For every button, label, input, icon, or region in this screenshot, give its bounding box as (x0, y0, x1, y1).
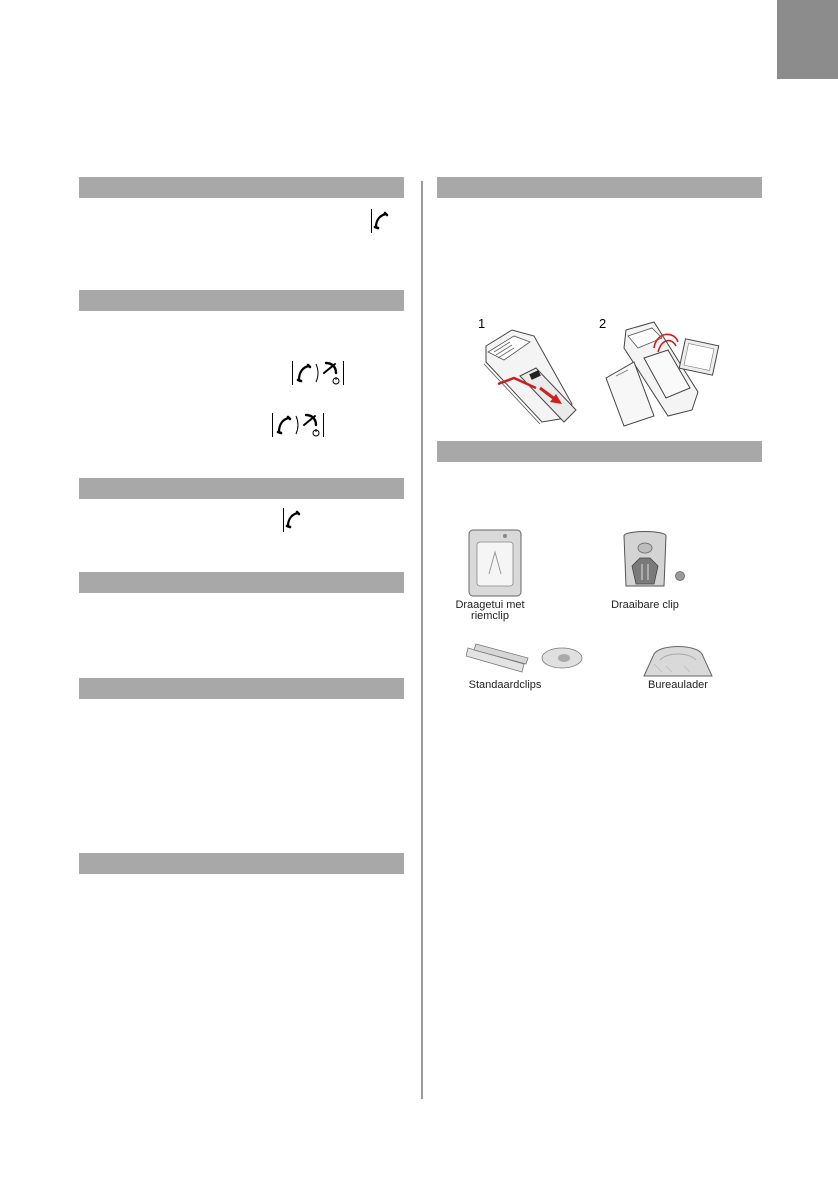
call-icon (293, 360, 315, 386)
section-header-bar (437, 441, 762, 462)
call-end-icon-group (292, 359, 344, 387)
accessory-caption: Bureaulader (648, 679, 708, 691)
accessory-caption: Standaardclips (468, 679, 542, 691)
call-key-icon-group (371, 209, 390, 233)
battery-cover-removal-illustration (474, 318, 586, 428)
carrying-case-illustration (465, 528, 525, 598)
swivel-clip-illustration (614, 528, 690, 588)
call-icon (284, 508, 302, 532)
column-divider (421, 181, 423, 1099)
figure-number: 2 (599, 316, 607, 331)
call-end-icon-group (272, 411, 324, 439)
desktop-charger-illustration (640, 640, 716, 680)
call-key-icon-group (283, 508, 302, 532)
section-header-bar (79, 290, 404, 311)
call-icon (273, 412, 295, 438)
section-header-bar (79, 478, 404, 499)
page-tab (777, 0, 838, 79)
section-header-bar (79, 177, 404, 198)
section-header-bar (79, 572, 404, 593)
accessory-caption: Draaibare clip (611, 599, 679, 611)
call-icon (372, 209, 390, 233)
figure-number: 1 (478, 316, 486, 331)
section-header-bar (79, 678, 404, 699)
section-header-bar (437, 177, 762, 198)
section-header-bar (79, 853, 404, 874)
accessory-caption: Draagetui met riemclip (455, 599, 525, 622)
end-call-icon (301, 411, 323, 439)
end-call-icon (321, 359, 343, 387)
battery-insertion-illustration (604, 318, 730, 428)
standard-clips-illustration (466, 642, 586, 678)
